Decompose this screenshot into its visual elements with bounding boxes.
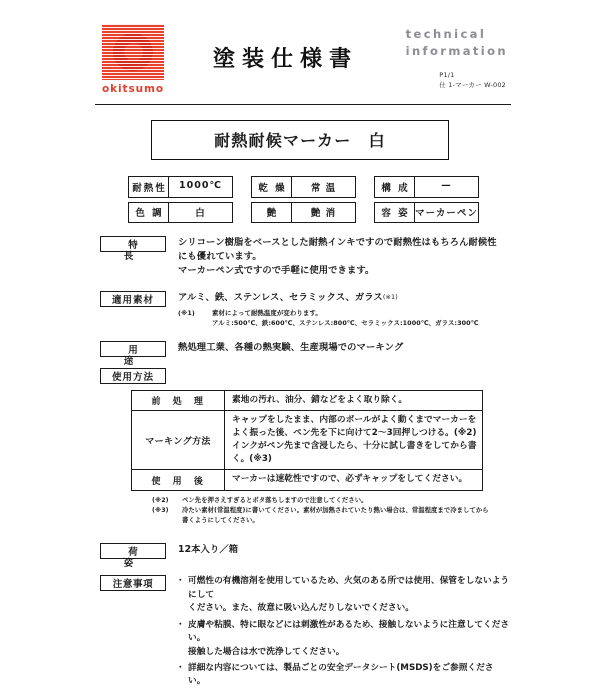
section-label-features: 特 長 bbox=[100, 236, 166, 252]
section-packaging bbox=[100, 543, 500, 569]
materials-footnote-marker: (※1) bbox=[382, 293, 398, 302]
section-label-warnings: 注意事項 bbox=[100, 575, 166, 591]
document-header bbox=[95, 22, 508, 102]
document-reference bbox=[439, 70, 506, 90]
warning-line: 接触した場合は水で洗浄してください。 bbox=[188, 646, 345, 657]
spec-row bbox=[128, 202, 480, 224]
spec-key: 色 調 bbox=[128, 202, 169, 224]
spec-cell-gloss bbox=[251, 202, 356, 224]
usage-row-body bbox=[225, 411, 483, 470]
spec-key: 容 姿 bbox=[374, 202, 415, 224]
materials-note-index: (※1) bbox=[178, 308, 195, 317]
usage-row-body bbox=[225, 470, 483, 490]
materials-text: アルミ、鉄、ステンレス、セラミックス、ガラス bbox=[178, 292, 383, 304]
feature-line: にも優れています。 bbox=[178, 251, 262, 263]
materials-temperature-list: アルミ:500℃、鉄:600℃、ステンレス:800℃、セラミックス:1000℃、ガラス:300℃ bbox=[212, 318, 479, 327]
usage-line: インクがペン先まで含浸したら、十分に試し書きをしてから書く。(※3) bbox=[232, 441, 477, 465]
spec-value: マーカーペン bbox=[415, 202, 479, 224]
spec-cell-composition bbox=[374, 176, 479, 198]
spec-value: 白 bbox=[169, 202, 233, 224]
warning-line: 詳細な内容については、製品ごとの安全データシート(MSDS)をご参照ください。 bbox=[188, 663, 494, 687]
table-row bbox=[132, 411, 483, 470]
list-item bbox=[176, 619, 510, 659]
footnote-index: (※3) bbox=[152, 506, 169, 514]
usage-method-table bbox=[131, 390, 483, 490]
usage-row-body bbox=[225, 391, 483, 411]
logo-stripes bbox=[102, 24, 164, 80]
section-body-packaging bbox=[178, 543, 238, 559]
footnote-text bbox=[182, 496, 600, 506]
okitsumo-logo-mark bbox=[102, 24, 164, 80]
materials-note bbox=[178, 308, 479, 329]
spec-cell-heat-resistance bbox=[128, 176, 233, 198]
spec-key: 艶 bbox=[251, 202, 292, 224]
product-title-box: 耐熱耐候マーカー 白 bbox=[151, 120, 449, 160]
section-label-usage: 使用方法 bbox=[100, 368, 166, 384]
usage-line: よく振った後、ペン先を下に向けて2～3回押しつける。(※2) bbox=[232, 428, 477, 439]
packaging-text: 12本入り／箱 bbox=[178, 544, 239, 556]
company-logo bbox=[95, 24, 171, 95]
list-item bbox=[176, 662, 510, 689]
list-item bbox=[176, 575, 510, 615]
footnote-line: ペン先を押さえすぎるとボタ落ちしますので注意してください。 bbox=[182, 496, 368, 504]
bullet-icon: ・ bbox=[176, 663, 185, 673]
page-title: 塗装仕様書 bbox=[213, 47, 359, 72]
warning-line: 可燃性の有機溶剤を使用しているため、火気のある所では使用、保管をしないようにして bbox=[188, 576, 510, 600]
section-label-packaging: 荷 姿 bbox=[100, 543, 166, 559]
footnote-line: 冷たい素材(常温程度)に書いてください。素材が加熱されていたり熱い場合は、常温程度まで冷ましてから bbox=[182, 506, 489, 514]
table-row bbox=[132, 391, 483, 411]
warning-line: 皮膚や粘膜、特に眼などには刺激性があるため、接触しないように注意してください。 bbox=[188, 619, 510, 644]
header-divider bbox=[95, 104, 511, 105]
feature-line: マーカーペン式ですので手軽に使用できます。 bbox=[178, 265, 375, 277]
warning-text bbox=[188, 575, 510, 615]
document-code: 仕 1-マーカー W-002 bbox=[439, 81, 506, 90]
section-warnings bbox=[100, 575, 510, 692]
warning-list bbox=[176, 575, 510, 692]
section-application bbox=[100, 341, 500, 367]
materials-note-line bbox=[178, 308, 479, 318]
usage-line: マーカーは速乾性ですので、必ずキャップをしてください。 bbox=[232, 474, 468, 485]
spec-key: 耐熱性 bbox=[128, 176, 169, 198]
footnote-item bbox=[152, 506, 600, 526]
footnote-item bbox=[152, 496, 600, 506]
spec-cell-form bbox=[374, 202, 479, 224]
section-usage-label-row bbox=[100, 368, 500, 384]
spec-cell-drying bbox=[251, 176, 356, 198]
spec-value: — bbox=[415, 176, 479, 198]
logo-wordmark: okitsumo bbox=[102, 83, 164, 95]
spec-value: 1000℃ bbox=[169, 176, 233, 198]
materials-note-line bbox=[178, 318, 479, 328]
footnote-text bbox=[182, 506, 600, 526]
usage-line: 素地の汚れ、油分、錆などをよく取り除く。 bbox=[232, 395, 408, 406]
materials-note-text: 素材によって耐熱温度が変わります。 bbox=[212, 308, 322, 317]
section-features bbox=[100, 236, 500, 278]
specification-grid bbox=[128, 176, 480, 223]
product-title-area bbox=[0, 120, 600, 160]
bullet-icon: ・ bbox=[176, 576, 185, 587]
spec-key: 乾 燥 bbox=[251, 176, 292, 198]
spec-cell-color bbox=[128, 202, 233, 224]
footnote-line: 書くようにしてください。 bbox=[182, 516, 259, 524]
section-label-application: 用 途 bbox=[100, 341, 166, 357]
usage-row-head: 前 処 理 bbox=[132, 391, 225, 411]
warning-text bbox=[188, 619, 510, 659]
spec-row bbox=[128, 176, 480, 198]
usage-row-head: 使 用 後 bbox=[132, 470, 225, 490]
warning-text bbox=[188, 662, 510, 689]
table-row bbox=[132, 470, 483, 490]
technical-information-label bbox=[406, 26, 508, 59]
spec-key: 構 成 bbox=[374, 176, 415, 198]
materials-text-line bbox=[178, 291, 479, 305]
section-body-features bbox=[178, 236, 497, 278]
application-text: 熱処理工業、各種の熱実験、生産現場でのマーキング bbox=[178, 342, 404, 354]
section-label-materials: 適用素材 bbox=[100, 291, 166, 307]
feature-line: シリコーン樹脂をベースとした耐熱インキですので耐熱性はもちろん耐候性 bbox=[178, 237, 497, 248]
usage-method-table-wrap bbox=[131, 390, 483, 490]
bullet-icon: ・ bbox=[176, 619, 185, 630]
footnote-index: (※2) bbox=[152, 496, 169, 504]
technical-line-2: information bbox=[405, 43, 508, 58]
spec-value: 艶 消 bbox=[292, 202, 356, 224]
usage-row-head: マーキング方法 bbox=[132, 411, 225, 470]
technical-line-1: technical bbox=[405, 27, 487, 41]
section-body-materials bbox=[178, 291, 479, 328]
spec-value: 常 温 bbox=[292, 176, 356, 198]
section-materials bbox=[100, 291, 500, 328]
warning-line: ください。また、故意に吸い込んだりしないでください。 bbox=[188, 603, 414, 614]
usage-footnotes bbox=[152, 496, 600, 527]
usage-line: キャップをしたまま、内部のボールがよく動くまでマーカーを bbox=[232, 415, 477, 426]
section-body-application bbox=[178, 341, 403, 357]
document-page bbox=[0, 22, 600, 687]
page-number: P1/1 bbox=[439, 71, 455, 79]
